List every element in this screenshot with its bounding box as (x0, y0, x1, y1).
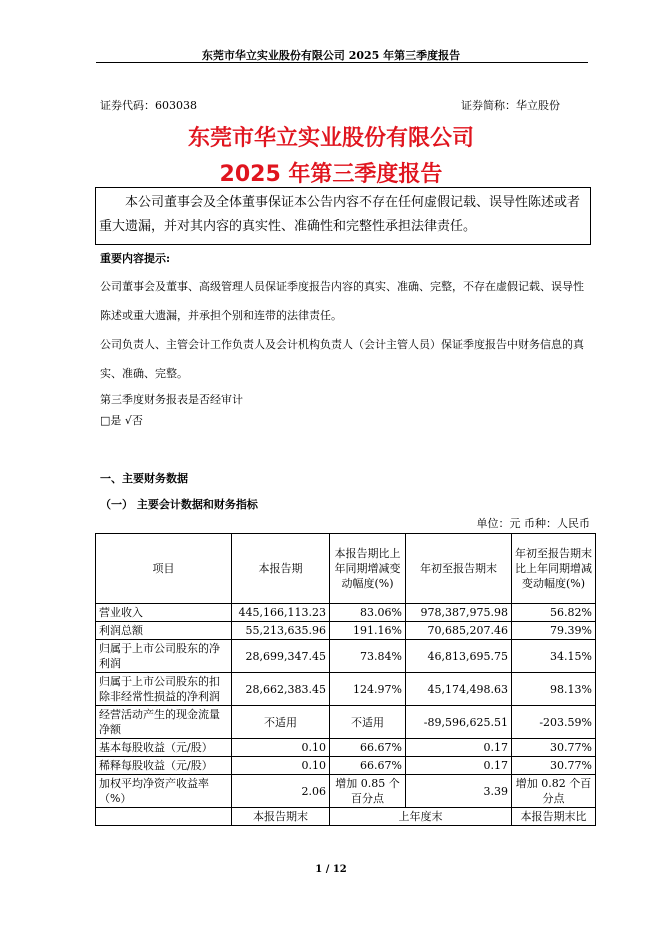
audit-answer: □是 √否 (100, 414, 143, 427)
running-header: 东莞市华立实业股份有限公司 2025 年第三季度报告 (201, 49, 461, 62)
unit-label: 单位：元 币种：人民币 (476, 517, 590, 530)
table-row: 利润总额 55,213,635.96 191.16% 70,685,207.46 79.39% (96, 622, 596, 640)
table-row: 经营活动产生的现金流量净额 不适用 不适用 -89,596,625.51 -203.59% (96, 706, 596, 739)
company-title: 东莞市华立实业股份有限公司 (187, 126, 474, 151)
table-footer-row: 本报告期末 上年度末 本报告期末比 (96, 808, 596, 826)
table-header: 年初至报告期末 (406, 534, 512, 604)
table-row: 归属于上市公司股东的扣除非经常性损益的净利润 28,662,383.45 124.97% 45,174,498.63 98.13% (96, 673, 596, 706)
report-title: 2025 年第三季度报告 (219, 162, 443, 187)
important-para-1: 公司董事会及董事、高级管理人员保证季度报告内容的真实、准确、完整，不存在虚假记载、误导性陈述或重大遗漏，并承担个别和连带的法律责任。 (100, 280, 584, 322)
table-row: 归属于上市公司股东的净利润 28,699,347.45 73.84% 46,813,695.75 34.15% (96, 640, 596, 673)
stock-code: 证券代码：603038 (100, 99, 197, 112)
table-header: 本报告期比上年同期增减变动幅度(%) (330, 534, 406, 604)
page-number: 1 / 12 (315, 864, 347, 875)
subsection-title: （一） 主要会计数据和财务指标 (100, 498, 258, 511)
table-header: 项目 (96, 534, 232, 604)
table-header-row (96, 534, 596, 604)
stock-abbr: 证券简称：华立股份 (461, 99, 560, 112)
important-label: 重要内容提示: (100, 252, 171, 265)
table-header: 年初至报告期末比上年同期增减变动幅度(%) (512, 534, 596, 604)
table-row: 基本每股收益（元/股） 0.10 66.67% 0.17 30.77% (96, 739, 596, 757)
important-para-2: 公司负责人、主管会计工作负责人及会计机构负责人（会计主管人员）保证季度报告中财务信息的真实、准确、完整。 (100, 338, 584, 380)
table-header: 本报告期 (232, 534, 330, 604)
header-rule (96, 62, 588, 63)
section-title: 一、主要财务数据 (100, 472, 188, 485)
declaration-box (95, 187, 591, 245)
table-row: 营业收入 445,166,113.23 83.06% 978,387,975.98 56.82% (96, 604, 596, 622)
financial-table (95, 533, 596, 826)
table-row: 稀释每股收益（元/股） 0.10 66.67% 0.17 30.77% (96, 757, 596, 775)
declaration-text: 本公司董事会及全体董事保证本公告内容不存在任何虚假记载、误导性陈述或者重大遗漏，并对其内容的真实性、准确性和完整性承担法律责任。 (99, 195, 581, 234)
table-row: 加权平均净资产收益率（%） 2.06 增加 0.85 个百分点 3.39 增加 0.82 个百分点 (96, 775, 596, 808)
audit-question: 第三季度财务报表是否经审计 (100, 393, 243, 406)
